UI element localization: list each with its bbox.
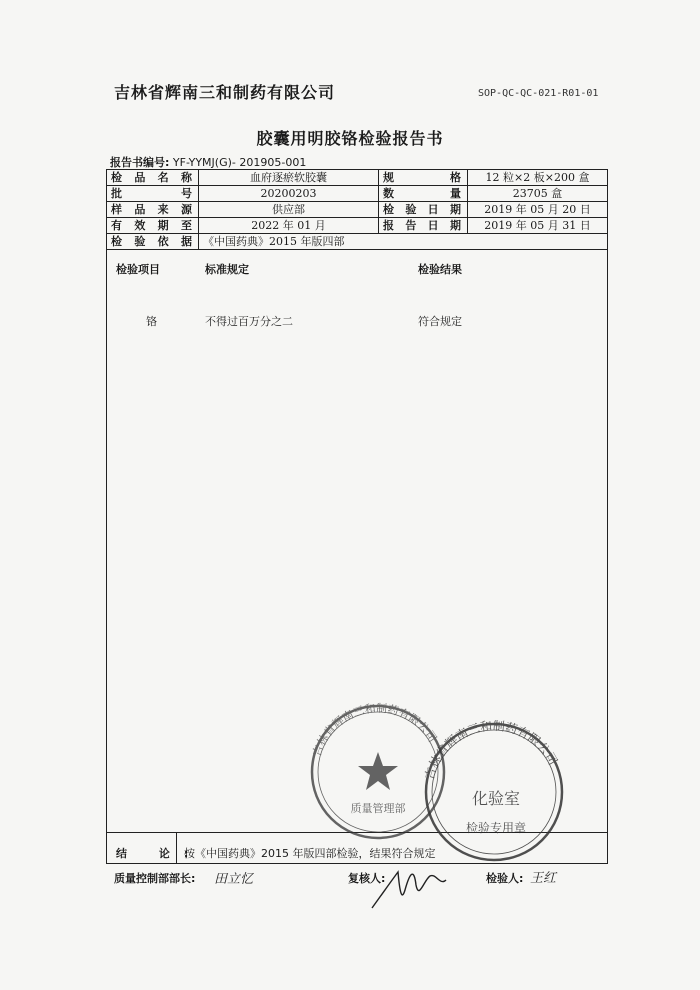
stamp2-bottom-text: 检验专用章 (465, 821, 527, 835)
result-standard: 不得过百万分之二 (205, 315, 293, 328)
report-frame (106, 169, 608, 864)
conclusion-text: 按《中国药典》2015 年版四部检验，结果符合规定 (184, 847, 436, 860)
conclusion-divider (106, 832, 608, 833)
result-item: 铬 (146, 315, 157, 328)
conclusion-label: 结 论: (116, 847, 203, 860)
expiry-value: 2022 年 01 月 (199, 218, 379, 234)
inspector-label: 检验人: (486, 872, 524, 885)
stamp2-ring-text: 吉林省辉南三和制药有限公司 (422, 718, 561, 782)
batch-value: 20200203 (199, 186, 379, 202)
inspection-date-label: 检验日期 (379, 202, 468, 218)
report-number (110, 154, 306, 170)
inspection-date-value: 2019 年 05 月 20 日 (468, 202, 608, 218)
column-header-standard: 标准规定 (205, 263, 249, 276)
info-row (107, 170, 608, 186)
reviewer-label: 复核人: (348, 872, 386, 885)
report-date-label: 报告日期 (379, 218, 468, 234)
product-value: 血府逐瘀软胶囊 (199, 170, 379, 186)
expiry-label: 有效期至 (107, 218, 199, 234)
report-title: 胶囊用明胶铬检验报告书 (256, 129, 444, 148)
info-row (107, 186, 608, 202)
result-value: 符合规定 (418, 315, 462, 328)
qc-head-label: 质量控制部部长: (114, 872, 196, 885)
info-table (106, 169, 608, 250)
info-row (107, 234, 608, 250)
quantity-label: 数 量 (379, 186, 468, 202)
quantity-value: 23705 盒 (468, 186, 608, 202)
qc-head-signature: 田立忆 (214, 872, 254, 887)
info-row (107, 218, 608, 234)
batch-label: 批 号 (107, 186, 199, 202)
spec-value: 12 粒×2 板×200 盒 (468, 170, 608, 186)
report-date-value: 2019 年 05 月 31 日 (468, 218, 608, 234)
stamp2-center-text: 化验室 (471, 789, 521, 808)
source-label: 样品来源 (107, 202, 199, 218)
report-number-label: 报告书编号: (110, 156, 170, 169)
column-header-item: 检验项目 (116, 263, 160, 276)
document-number: SOP-QC-QC-021-R01-01 (478, 88, 599, 99)
stamp1-ring-text: 吉林省辉南三和制药有限公司 (310, 701, 440, 759)
product-label: 检品名称 (107, 170, 199, 186)
info-row (107, 202, 608, 218)
column-header-result: 检验结果 (418, 263, 462, 276)
inspector-signature: 王红 (530, 871, 557, 886)
stamp1-bottom-text: 质量管理部 (350, 802, 406, 815)
report-number-value: YF-YYMJ(G)- 201905-001 (172, 156, 307, 169)
source-value: 供应部 (199, 202, 379, 218)
basis-label: 检验依据 (107, 234, 199, 250)
spec-label: 规 格 (379, 170, 468, 186)
basis-value: 《中国药典》2015 年版四部 (199, 234, 608, 250)
company-name: 吉林省辉南三和制药有限公司 (114, 83, 336, 102)
